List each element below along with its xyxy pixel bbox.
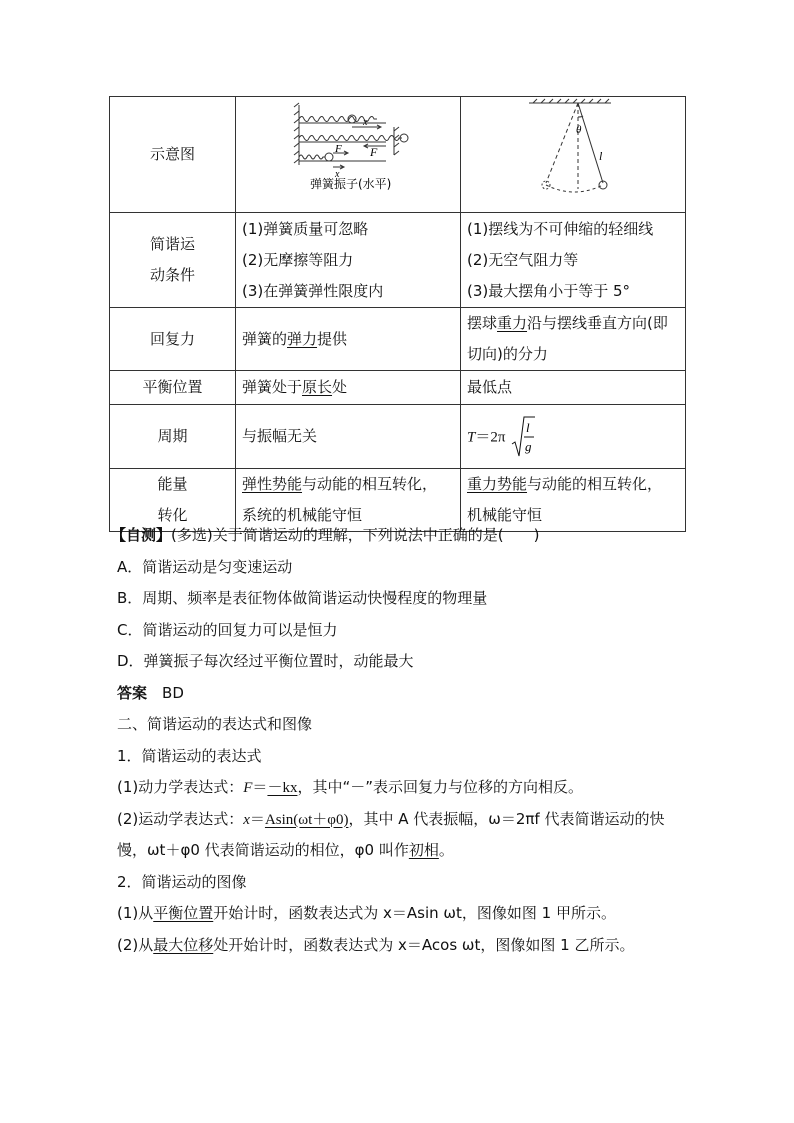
section-title: 二、简谐运动的表达式和图像 <box>117 715 313 733</box>
graph-sin: (1)从平衡位置开始计时，函数表达式为 x＝Asin ωt，图像如图 1 甲所示。 <box>117 904 616 922</box>
main-content <box>111 520 687 961</box>
spring-energy: 弹性势能与动能的相互转化， 系统的机械能守恒 <box>236 469 461 532</box>
spring-period: 与振幅无关 <box>236 405 461 469</box>
table-row <box>110 371 686 405</box>
row-head: 周期 <box>110 405 236 469</box>
label-x: x <box>363 117 368 128</box>
table-row <box>110 308 686 371</box>
graph-cos: (2)从最大位移处开始计时，函数表达式为 x＝Acos ωt，图像如图 1 乙所示。 <box>117 935 635 954</box>
spring-restoring-force: 弹簧的弹力提供 <box>236 308 461 371</box>
answer: 答案 BD <box>117 683 184 702</box>
label-theta: θ <box>576 124 582 136</box>
svg-text:g: g <box>525 438 532 454</box>
comparison-table <box>109 96 686 532</box>
table-row <box>110 405 686 469</box>
label-f-small: F <box>335 143 342 155</box>
spring-diagram <box>236 97 461 201</box>
option-a: A．简谐运动是匀变速运动 <box>117 557 293 576</box>
figure-caption: 弹簧振子(水平) <box>310 177 392 191</box>
subheading-expression: 1．简谐运动的表达式 <box>117 746 262 765</box>
subheading-graph: 2．简谐运动的图像 <box>117 872 247 891</box>
row-head: 简谐运 动条件 <box>110 213 236 308</box>
table-row <box>110 213 686 308</box>
pendulum-figure <box>461 97 686 213</box>
pendulum-conditions: (1)摆线为不可伸缩的轻细线 (2)无空气阻力等 (3)最大摆角小于等于 5° <box>461 213 686 308</box>
label-f: F <box>370 145 378 159</box>
label-x-small: x <box>335 169 340 180</box>
spring-equilibrium: 弹簧处于原长处 <box>236 371 461 405</box>
pendulum-restoring-force: 摆球重力沿与摆线垂直方向(即 切向)的分力 <box>461 308 686 371</box>
row-head: 能量 转化 <box>110 469 236 532</box>
option-c: C．简谐运动的回复力可以是恒力 <box>117 620 338 639</box>
pendulum-equilibrium: 最低点 <box>461 371 686 405</box>
kinematics-expression: (2)运动学表达式：x＝Asin(ωt＋φ0)，其中 A 代表振幅，ω＝2πf 代表简谐运动的快 慢，ωt＋φ0 代表简谐运动的相位，φ0 叫作初相。 <box>117 809 665 859</box>
pendulum-energy: 重力势能与动能的相互转化， 机械能守恒 <box>461 469 686 532</box>
row-head: 示意图 <box>110 97 236 213</box>
table-row <box>110 97 686 213</box>
row-head: 平衡位置 <box>110 371 236 405</box>
spring-oscillator-figure <box>236 97 461 213</box>
pendulum-diagram <box>461 97 686 201</box>
option-b: B．周期、频率是表征物体做简谐运动快慢程度的物理量 <box>117 589 488 607</box>
svg-text:l: l <box>526 419 530 435</box>
option-d: D．弹簧振子每次经过平衡位置时，动能最大 <box>117 652 414 670</box>
selftest-question: 【自测】(多选)关于简谐运动的理解，下列说法中正确的是( ) <box>111 526 540 544</box>
dynamics-expression: (1)动力学表达式：F＝－kx，其中“－”表示回复力与位移的方向相反。 <box>117 778 583 796</box>
pendulum-period: T＝2π l g <box>461 405 686 469</box>
label-l: l <box>599 149 603 163</box>
spring-conditions: (1)弹簧质量可忽略 (2)无摩擦等阻力 (3)在弹簧弹性限度内 <box>236 213 461 308</box>
sqrt-fraction <box>510 414 536 460</box>
row-head: 回复力 <box>110 308 236 371</box>
